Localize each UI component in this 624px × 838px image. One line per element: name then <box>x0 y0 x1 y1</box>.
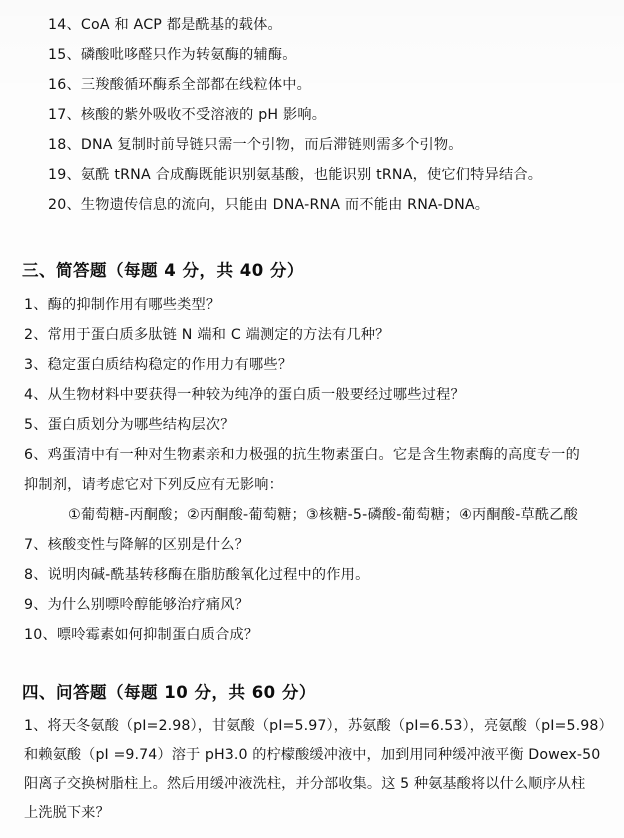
list-item: 7、核酸变性与降解的区别是什么？ <box>24 537 250 553</box>
list-item: 18、DNA 复制时前导链只需一个引物，而后滞链则需多个引物。 <box>48 137 463 153</box>
list-item-continuation: 上洗脱下来？ <box>24 805 110 821</box>
true-false-list <box>22 10 598 220</box>
list-item: 17、核酸的紫外吸收不受溶液的 pH 影响。 <box>48 107 327 123</box>
list-item: 5、蛋白质划分为哪些结构层次？ <box>24 417 235 433</box>
spacer <box>22 220 598 234</box>
list-item-continuation: 阳离子交换树脂柱上。然后用缓冲液洗柱，并分部收集。这 5 种氨基酸将以什么顺序从柱 <box>24 776 586 792</box>
list-item: 4、从生物材料中要获得一种较为纯净的蛋白质一般要经过哪些过程？ <box>24 387 465 403</box>
list-item: 15、磷酸吡哆醛只作为转氨酶的辅酶。 <box>48 47 297 63</box>
list-item-continuation: 抑制剂，请考虑它对下列反应有无影响： <box>24 477 283 493</box>
list-item: 8、说明肉碱-酰基转移酶在脂肪酸氧化过程中的作用。 <box>24 567 370 583</box>
list-item: 14、CoA 和 ACP 都是酰基的载体。 <box>48 17 282 33</box>
list-item: 16、三羧酸循环酶系全部都在线粒体中。 <box>48 77 312 93</box>
list-item: 1、酶的抑制作用有哪些类型？ <box>24 297 221 313</box>
essay-list <box>22 712 613 828</box>
list-item-sub-options: ①葡萄糖-丙酮酸；②丙酮酸-葡萄糖；③核糖-5-磷酸-葡萄糖；④丙酮酸-草酰乙酸 <box>68 507 579 523</box>
list-item-continuation: 和赖氨酸（pI =9.74）溶于 pH3.0 的柠檬酸缓冲液中，加到用同种缓冲液平衡 Dowex-50 <box>24 747 601 763</box>
list-item: 1、将天冬氨酸（pI=2.98），甘氨酸（pI=5.97），苏氨酸（pI=6.53），亮氨酸（pI=5.98） <box>24 718 613 734</box>
list-item: 3、稳定蛋白质结构稳定的作用力有哪些？ <box>24 357 293 373</box>
list-item: 2、常用于蛋白质多肽链 N 端和 C 端测定的方法有几种？ <box>24 327 390 343</box>
section-heading-short-answer: 三、简答题（每题 4 分，共 40 分） <box>22 261 304 280</box>
list-item: 10、嘌呤霉素如何抑制蛋白质合成？ <box>24 627 259 643</box>
list-item: 6、鸡蛋清中有一种对生物素亲和力极强的抗生物素蛋白。它是含生物素酶的高度专一的 <box>24 447 580 463</box>
section-heading-essay: 四、问答题（每题 10 分，共 60 分） <box>22 683 316 702</box>
spacer <box>22 650 598 656</box>
list-item: 19、氨酰 tRNA 合成酶既能识别氨基酸，也能识别 tRNA，使它们特异结合。 <box>48 167 543 183</box>
list-item: 20、生物遗传信息的流向，只能由 DNA-RNA 而不能由 RNA-DNA。 <box>48 197 490 213</box>
list-item: 9、为什么别嘌呤醇能够治疗痛风？ <box>24 597 250 613</box>
short-answer-list <box>22 290 598 650</box>
